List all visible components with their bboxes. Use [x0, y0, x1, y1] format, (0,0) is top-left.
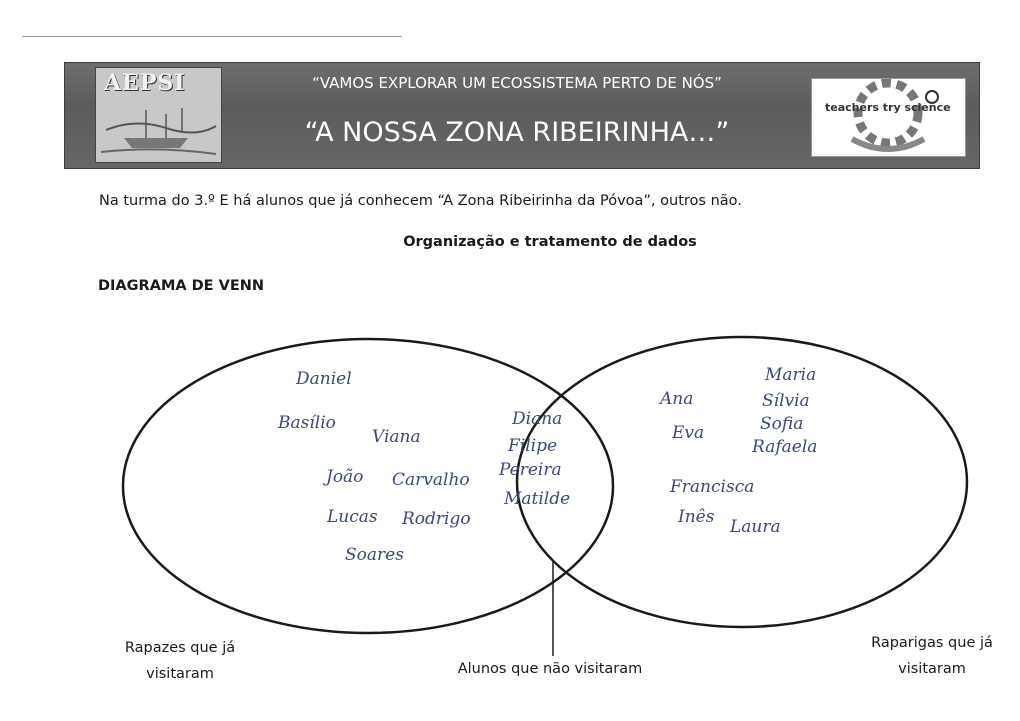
name-viana: Viana [372, 427, 421, 447]
name-sofia: Sofia [760, 414, 804, 434]
teachers-try-science-text: teachers try science [825, 101, 951, 114]
name-laura: Laura [730, 517, 781, 537]
banner-subtitle: “A NOSSA ZONA RIBEIRINHA…” [304, 117, 730, 148]
intro-text: Na turma do 3.º E há alunos que já conhecem “A Zona Ribeirinha da Póvoa”, outros não. [99, 193, 742, 209]
name-basilio: Basílio [278, 413, 336, 433]
aepsi-logo-text: AEPSI [104, 70, 186, 96]
caption-girls-visited: Raparigas que já visitaram [871, 635, 993, 677]
name-matilde: Matilde [504, 489, 571, 509]
name-silvia: Sílvia [762, 391, 810, 411]
name-francisca: Francisca [670, 477, 755, 497]
name-pereira: Pereira [499, 460, 562, 480]
name-lucas: Lucas [327, 507, 378, 527]
name-daniel: Daniel [296, 369, 352, 389]
banner-title: “VAMOS EXPLORAR UM ECOSSISTEMA PERTO DE NÓS” [312, 74, 722, 92]
name-soares: Soares [345, 545, 404, 565]
name-joao: João [326, 467, 364, 487]
section-title: Organização e tratamento de dados [403, 234, 697, 250]
name-maria: Maria [765, 365, 817, 385]
name-eva: Eva [672, 423, 705, 443]
name-ana: Ana [660, 389, 694, 409]
name-diana: Diana [512, 409, 563, 429]
name-filipe: Filipe [508, 436, 558, 456]
venn-circle-boys [123, 339, 613, 633]
caption-not-visited: Alunos que não visitaram [457, 661, 643, 677]
name-ines: Inês [678, 507, 715, 527]
caption-boys-visited: Rapazes que já visitaram [124, 640, 236, 682]
name-rodrigo: Rodrigo [402, 509, 471, 529]
diagram-title: DIAGRAMA DE VENN [98, 278, 265, 294]
name-rafaela: Rafaela [752, 437, 818, 457]
name-carvalho: Carvalho [392, 470, 470, 490]
